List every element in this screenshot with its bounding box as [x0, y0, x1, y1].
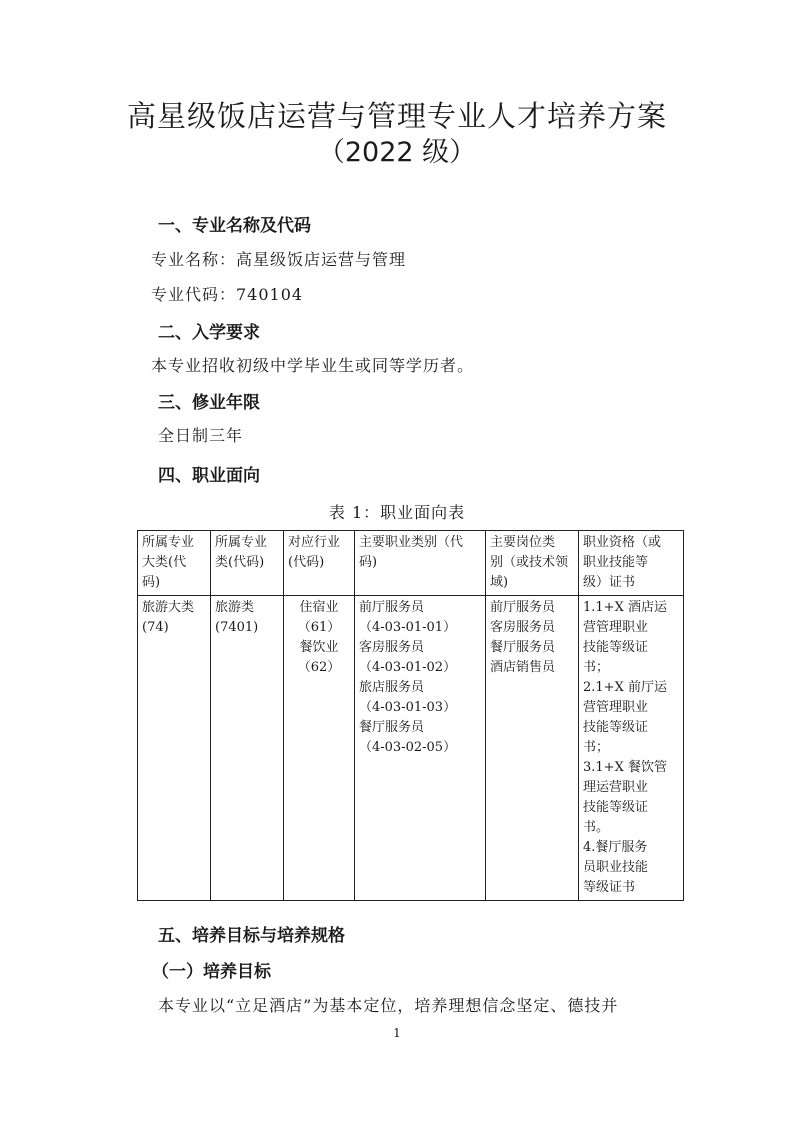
- cell-text: 前厅服务员 （4-03-01-01） 客房服务员 （4-03-01-02） 旅店服务员 （4-03-01-03） 餐厅服务员 （4-03-02-05）: [359, 600, 457, 755]
- table-cell: [284, 596, 355, 901]
- goal-paragraph: 本专业以“立足酒店”为基本定位，培养理想信念坚定、德技并: [158, 996, 619, 1015]
- document-subtitle: （2022 级）: [317, 137, 477, 168]
- table-cell: [579, 596, 684, 901]
- cell-text: 前厅服务员 客房服务员 餐厅服务员 酒店销售员: [490, 600, 556, 675]
- cell-text: 住宿业 （61） 餐饮业 （62）: [297, 600, 341, 675]
- table-cell: [138, 596, 211, 901]
- section-heading-1: 一、专业名称及代码: [158, 216, 311, 236]
- table-header-cell: [211, 531, 284, 596]
- page-number: 1: [393, 1026, 401, 1040]
- table-header-cell: [138, 531, 211, 596]
- major-code: 专业代码：740104: [151, 285, 304, 304]
- header-text: 主要职业类别（代 码): [359, 535, 464, 570]
- header-text: 主要岗位类 别（或技术领 域): [490, 535, 569, 590]
- admission-text: 本专业招收初级中学毕业生或同等学历者。: [151, 356, 475, 375]
- section-heading-3: 三、修业年限: [158, 393, 260, 413]
- table-caption: 表 1：职业面向表: [328, 503, 466, 522]
- table-header-cell: [579, 531, 684, 596]
- cell-text: 旅游类 (7401): [215, 600, 259, 635]
- table-cell: [486, 596, 579, 901]
- cell-text: 旅游大类 (74): [142, 600, 195, 635]
- major-name: 专业名称：高星级饭店运营与管理: [151, 250, 407, 269]
- header-text: 对应行业 (代码): [288, 535, 341, 570]
- occupation-table: [137, 530, 684, 901]
- table-cell: [211, 596, 284, 901]
- table-header-cell: [486, 531, 579, 596]
- table-cell: [355, 596, 486, 901]
- header-text: 所属专业 类(代码): [215, 535, 268, 570]
- section-heading-5: 五、培养目标与培养规格: [158, 926, 345, 946]
- subsection-heading: （一）培养目标: [152, 962, 271, 982]
- section-heading-2: 二、入学要求: [158, 323, 260, 343]
- table-row: [138, 596, 684, 901]
- header-text: 职业资格（或 职业技能等 级）证书: [583, 535, 662, 590]
- section-heading-4: 四、职业面向: [158, 466, 260, 486]
- header-text: 所属专业 大类(代 码): [142, 535, 195, 590]
- table-header-cell: [355, 531, 486, 596]
- duration-text: 全日制三年: [158, 426, 244, 445]
- document-title: 高星级饭店运营与管理专业人才培养方案: [126, 99, 667, 133]
- table-header-cell: [284, 531, 355, 596]
- table-header-row: [138, 531, 684, 596]
- cell-text: 1.1+X 酒店运 营管理职业 技能等级证 书； 2.1+X 前厅运 营管理职业 技能等级证 书； 3.1+X 餐饮管 理运营职业 技能等级证 书。 4.餐厅服务 员职业技能 等级证书: [583, 600, 667, 895]
